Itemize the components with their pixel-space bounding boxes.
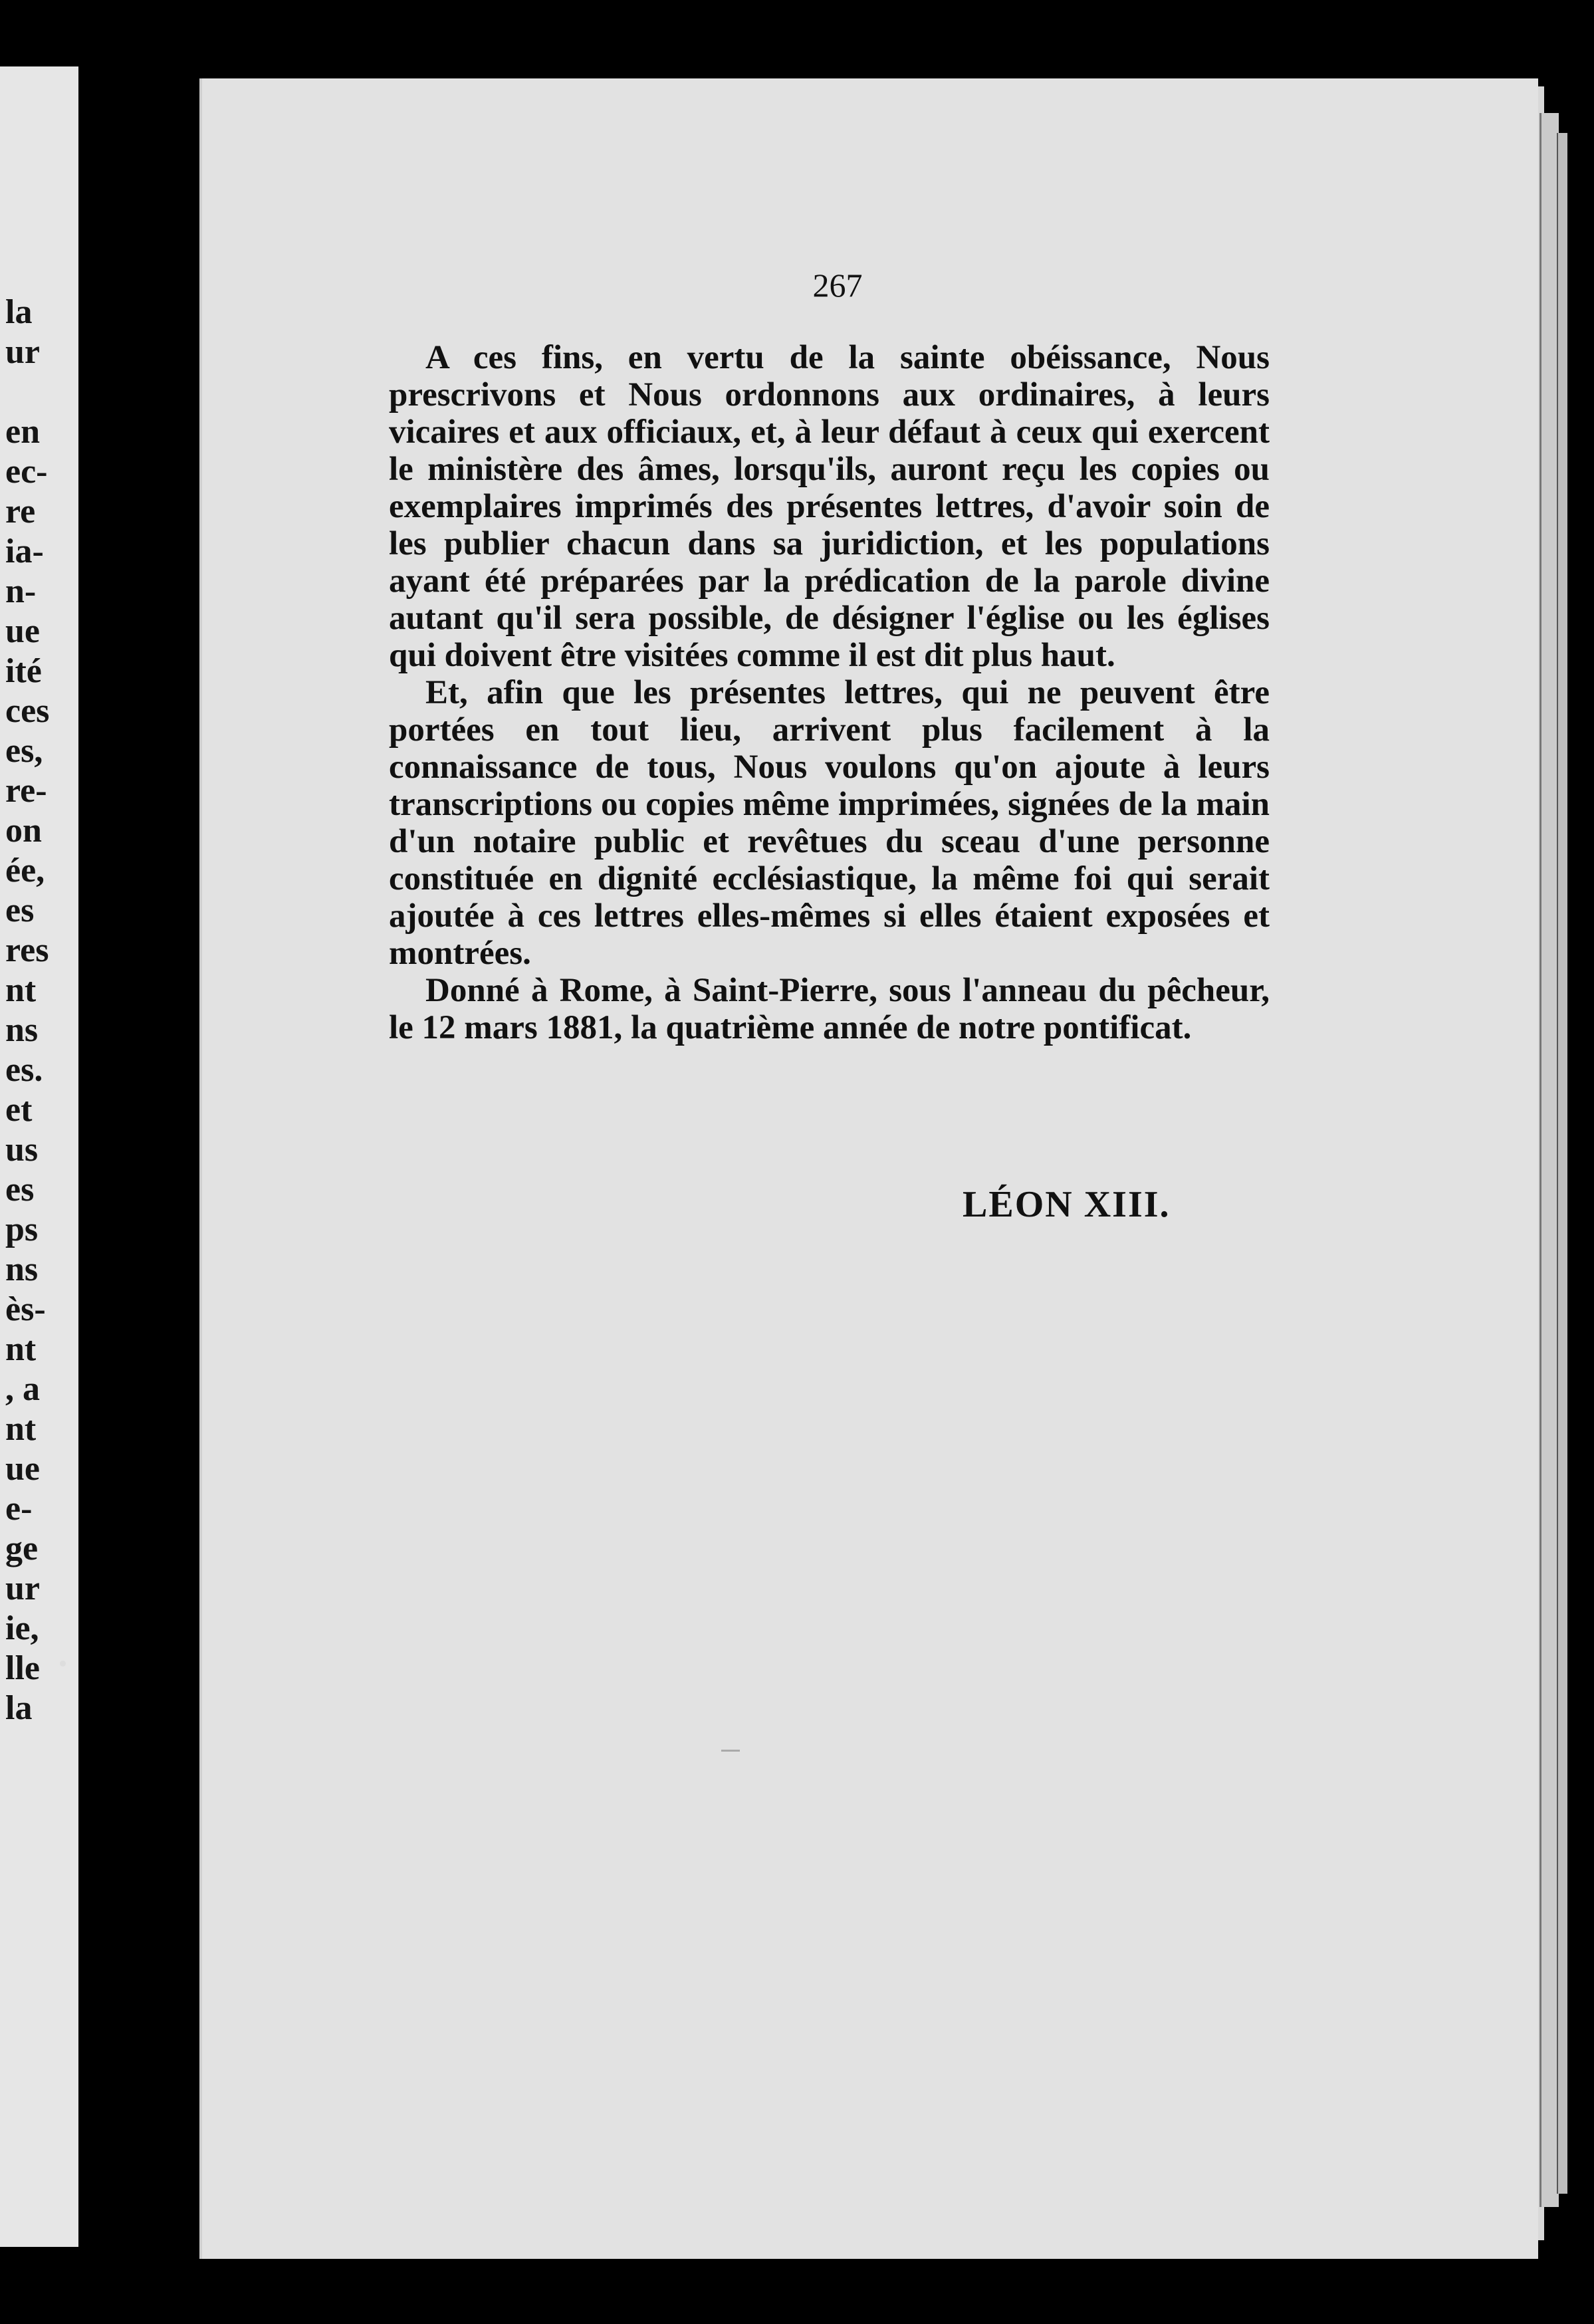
facing-page-text: en: [5, 413, 40, 451]
facing-page-text: on: [5, 812, 42, 850]
page-edge: [1539, 113, 1559, 2207]
facing-page-text: nt: [5, 1330, 37, 1368]
facing-page-text: nt: [5, 1410, 37, 1448]
signature: LÉON XIII.: [963, 1184, 1171, 1225]
body-text: [389, 339, 1270, 1046]
page-number: 267: [812, 267, 863, 304]
facing-page-text: ur: [5, 333, 40, 371]
facing-page-text: lle: [5, 1649, 40, 1687]
facing-page-text: e-: [5, 1490, 33, 1528]
paragraph: A ces fins, en vertu de la sainte obéissance, Nous prescrivons et Nous ordonnons aux ordinaires, à leurs vicaires et aux officiaux, et, à leur défaut à ceux qui exercent le ministère des âmes, lorsqu'ils, auront reçu les copies ou exemplaires imprimés des présentes lettres, d'avoir soin de les publier chacun dans sa juridiction, et les populations ayant été préparées par la prédication de la parole divine autant qu'il sera possible, de désigner l'église ou les églises qui doivent être visitées comme il est dit plus haut.: [389, 339, 1270, 674]
facing-page-text: es,: [5, 732, 43, 770]
facing-page-text: ès-: [5, 1290, 46, 1328]
facing-page-text: es: [5, 1171, 35, 1209]
facing-page-text: ur: [5, 1569, 40, 1607]
page-edge: [1557, 133, 1567, 2194]
facing-page-text: re: [5, 493, 36, 530]
facing-page-text: ue: [5, 1450, 40, 1488]
facing-page-text: la: [5, 1689, 33, 1727]
paragraph: Donné à Rome, à Saint-Pierre, sous l'anneau du pêcheur, le 12 mars 1881, la quatrième année de notre pontificat.: [389, 972, 1270, 1046]
facing-page-text: ie,: [5, 1609, 39, 1647]
paragraph: Et, afin que les présentes lettres, qui ne peuvent être portées en tout lieu, arrivent plus facilement à la connaissance de tous, Nous voulons qu'on ajoute à leurs transcriptions ou copies même imprimées, signées de la main d'un notaire public et revêtues du sceau d'une personne constituée en dignité ecclésiastique, la même foi qui serait ajoutée à ces lettres elles-mêmes si elles étaient exposées et montrées.: [389, 674, 1270, 972]
facing-page-text: ps: [5, 1211, 39, 1248]
facing-page-text: ns: [5, 1011, 39, 1049]
facing-page-text: ue: [5, 612, 40, 650]
speck: [60, 1661, 66, 1667]
facing-page-text: es: [5, 891, 35, 929]
facing-page-text: re-: [5, 772, 47, 810]
facing-page-text: us: [5, 1131, 39, 1169]
facing-page-text: et: [5, 1091, 33, 1129]
facing-page-text: ces: [5, 692, 50, 730]
facing-page-text: , a: [5, 1370, 40, 1408]
facing-page-text: es.: [5, 1051, 43, 1089]
facing-page-text: ia-: [5, 532, 44, 570]
facing-page-text: res: [5, 931, 49, 969]
facing-page-text: ge: [5, 1530, 39, 1568]
facing-page-text: la: [5, 293, 33, 331]
facing-page-text: nt: [5, 971, 37, 1009]
facing-page-text: ec-: [5, 453, 48, 491]
facing-page-fragment: [0, 66, 78, 2247]
dash-mark: [721, 1750, 740, 1752]
facing-page-text: n-: [5, 572, 37, 610]
facing-page-text: ns: [5, 1250, 39, 1288]
facing-page-text: ée,: [5, 852, 45, 889]
facing-page-text: ité: [5, 652, 42, 690]
